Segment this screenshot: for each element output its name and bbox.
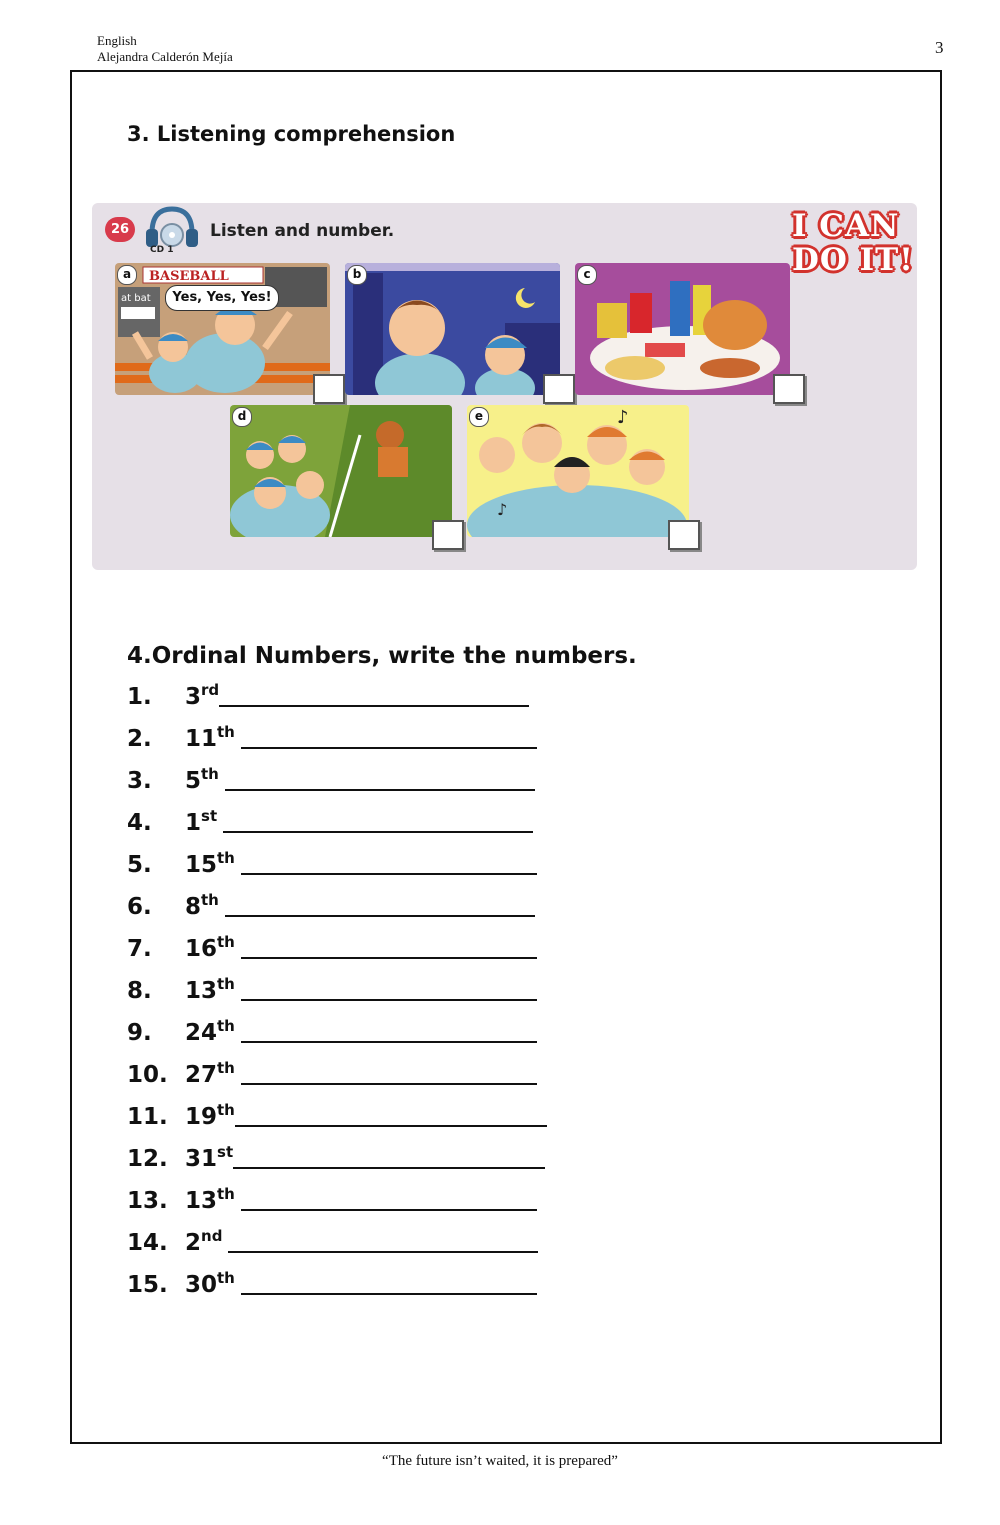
picture-c-label: c [577, 265, 597, 285]
list-item [127, 767, 535, 794]
ordinal-value: 13 [185, 978, 218, 1004]
answer-box-a[interactable] [313, 374, 345, 404]
ordinal-value: 24 [185, 1020, 218, 1046]
item-number: 15. [127, 1272, 168, 1298]
answer-blank[interactable] [228, 1229, 538, 1253]
list-item [127, 977, 537, 1004]
picture-d [230, 405, 452, 537]
answer-blank[interactable] [225, 767, 535, 791]
item-number: 13. [127, 1188, 168, 1214]
headphones-cd-icon [144, 205, 200, 253]
ordinal-value: 5 [185, 768, 202, 794]
svg-text:♪: ♪ [497, 500, 508, 519]
subject-label: English [97, 33, 137, 48]
slogan-line-1: I CAN [792, 208, 900, 244]
ordinal-suffix: nd [201, 1227, 223, 1245]
picture-b [345, 263, 560, 395]
answer-blank[interactable] [241, 1061, 537, 1085]
activity-number-badge: 26 [105, 217, 135, 242]
ordinal-value: 31 [185, 1146, 218, 1172]
ordinal-suffix: th [201, 765, 219, 783]
list-item [127, 1145, 545, 1172]
ordinal-suffix: th [217, 1185, 235, 1203]
cd-label: CD 1 [150, 245, 174, 253]
section-4-title: 4.Ordinal Numbers, write the numbers. [127, 643, 637, 669]
ordinal-suffix: th [217, 1101, 235, 1119]
ordinal-suffix: th [217, 1269, 235, 1287]
ordinal-suffix: rd [201, 681, 220, 699]
item-number: 6. [127, 894, 152, 920]
item-number: 5. [127, 852, 152, 878]
page-number: 3 [935, 38, 944, 57]
activity-instruction: Listen and number. [210, 221, 395, 241]
ordinal-suffix: th [217, 1017, 235, 1035]
answer-blank[interactable] [241, 1187, 537, 1211]
list-item [127, 1061, 537, 1088]
answer-box-c[interactable] [773, 374, 805, 404]
item-number: 14. [127, 1230, 168, 1256]
list-item [127, 1229, 538, 1256]
ordinal-value: 11 [185, 726, 218, 752]
item-number: 4. [127, 810, 152, 836]
list-item [127, 1187, 537, 1214]
ordinal-suffix: st [217, 1143, 234, 1161]
list-item [127, 683, 529, 710]
answer-box-b[interactable] [543, 374, 575, 404]
ordinal-value: 16 [185, 936, 218, 962]
item-number: 10. [127, 1062, 168, 1088]
item-number: 1. [127, 684, 152, 710]
i-can-do-it-logo [792, 209, 914, 277]
picture-b-label: b [347, 265, 367, 285]
listening-activity [92, 191, 942, 571]
picture-d-label: d [232, 407, 252, 427]
list-item [127, 809, 533, 836]
answer-blank[interactable] [241, 851, 537, 875]
ordinal-value: 3 [185, 684, 202, 710]
answer-blank[interactable] [241, 1019, 537, 1043]
picture-a [115, 263, 330, 395]
list-item [127, 935, 537, 962]
item-number: 11. [127, 1104, 168, 1130]
list-item [127, 1271, 537, 1298]
answer-box-d[interactable] [432, 520, 464, 550]
item-number: 3. [127, 768, 152, 794]
ordinal-value: 1 [185, 810, 202, 836]
ordinal-value: 13 [185, 1188, 218, 1214]
picture-e [467, 405, 689, 537]
ordinal-value: 30 [185, 1272, 218, 1298]
list-item [127, 851, 537, 878]
item-number: 12. [127, 1146, 168, 1172]
slogan-line-2: DO IT! [792, 242, 914, 278]
footer-quote: “The future isn’t waited, it is prepared” [382, 1453, 618, 1469]
section-3-title: 3. Listening comprehension [127, 122, 456, 146]
speech-bubble: Yes, Yes, Yes! [165, 285, 279, 311]
answer-blank[interactable] [223, 809, 533, 833]
author-name: Alejandra Calderón Mejía [97, 49, 233, 64]
item-number: 7. [127, 936, 152, 962]
list-item [127, 1019, 537, 1046]
ordinal-suffix: th [201, 891, 219, 909]
picture-a-label: a [117, 265, 137, 285]
answer-blank[interactable] [225, 893, 535, 917]
picture-e-label: e [469, 407, 489, 427]
item-number: 2. [127, 726, 152, 752]
answer-blank[interactable] [241, 725, 537, 749]
ordinal-value: 27 [185, 1062, 218, 1088]
list-item [127, 1103, 547, 1130]
item-number: 9. [127, 1020, 152, 1046]
ordinal-value: 15 [185, 852, 218, 878]
svg-text:♪: ♪ [617, 407, 629, 428]
list-item [127, 893, 535, 920]
ordinal-suffix: th [217, 849, 235, 867]
ordinal-suffix: th [217, 1059, 235, 1077]
answer-blank[interactable] [241, 935, 537, 959]
ordinal-suffix: th [217, 933, 235, 951]
answer-blank[interactable] [219, 683, 529, 707]
ordinal-value: 2 [185, 1230, 202, 1256]
ordinal-suffix: st [201, 807, 218, 825]
item-number: 8. [127, 978, 152, 1004]
scoreboard-text: at bat [121, 293, 151, 304]
answer-box-e[interactable] [668, 520, 700, 550]
baseball-sign-text: BASEBALL [149, 269, 229, 284]
answer-blank[interactable] [241, 1271, 537, 1295]
answer-blank[interactable] [235, 1103, 547, 1127]
ordinal-suffix: th [217, 723, 235, 741]
list-item [127, 725, 537, 752]
document-header [97, 33, 233, 65]
ordinal-value: 8 [185, 894, 202, 920]
ordinal-value: 19 [185, 1104, 218, 1130]
answer-blank[interactable] [241, 977, 537, 1001]
answer-blank[interactable] [233, 1145, 545, 1169]
picture-c [575, 263, 790, 395]
ordinal-suffix: th [217, 975, 235, 993]
